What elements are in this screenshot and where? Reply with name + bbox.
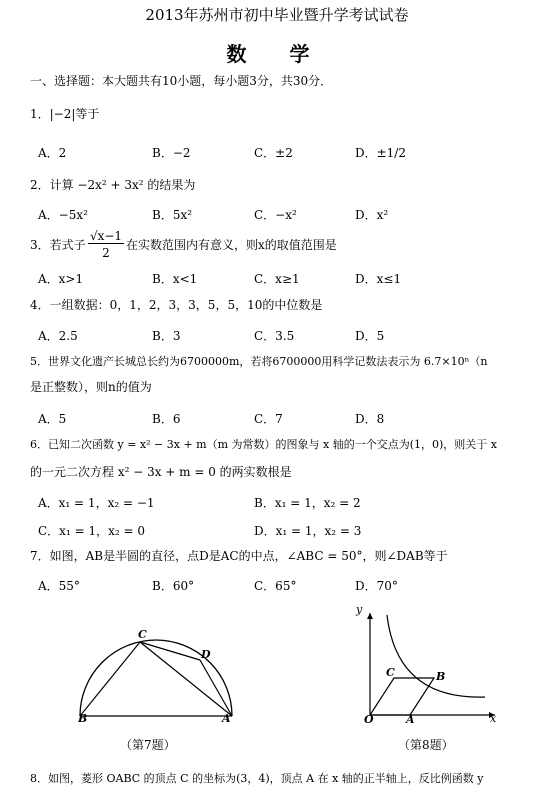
q6-option-d: D．x₁ = 1，x₂ = 3 <box>254 524 362 538</box>
fig7-label-d: D <box>201 648 211 661</box>
figure-8-graph <box>345 605 505 730</box>
q1-option-d: D．±1/2 <box>355 146 406 160</box>
figure-7-caption: （第7题） <box>120 738 176 752</box>
fig7-label-b: B <box>78 712 88 725</box>
q4-stem: 4．一组数据：0，1，2，3，3，5，5，10的中位数是 <box>30 298 323 312</box>
q6-option-c: C．x₁ = 1，x₂ = 0 <box>38 524 145 538</box>
q1-stem: 1．|−2|等于 <box>30 107 100 121</box>
q5-stem-line2: 是正整数），则n的值为 <box>30 380 152 394</box>
q1-option-b: B．−2 <box>152 146 191 160</box>
q3-fraction-num: √x−1 <box>89 229 123 243</box>
figure-8-caption: （第8题） <box>398 738 454 752</box>
fig8-label-c: C <box>386 666 395 679</box>
q4-option-c: C．3.5 <box>254 329 295 343</box>
q5-option-d: D．8 <box>355 412 385 426</box>
q2-option-d: D．x² <box>355 208 389 222</box>
q3-option-a: A．x>1 <box>38 272 84 286</box>
q7-option-b: B．60° <box>152 579 195 593</box>
q3-option-c: C．x≥1 <box>254 272 300 286</box>
q4-option-a: A．2.5 <box>38 329 78 343</box>
q5-option-a: A．5 <box>38 412 67 426</box>
q3-stem-post: 在实数范围内有意义，则x的取值范围是 <box>126 238 337 252</box>
q4-option-d: D．5 <box>355 329 385 343</box>
fig8-label-x: x <box>490 712 497 725</box>
q2-stem: 2．计算 −2x² + 3x² 的结果为 <box>30 178 196 192</box>
q6-stem-line2: 的一元二次方程 x² − 3x + m = 0 的两实数根是 <box>30 465 292 479</box>
exam-title: 2013年苏州市初中毕业暨升学考试试卷 <box>145 6 409 24</box>
q4-option-b: B．3 <box>152 329 181 343</box>
fig7-label-c: C <box>138 628 147 641</box>
q3-stem-pre: 3．若式子 <box>30 238 86 252</box>
q2-option-b: B．5x² <box>152 208 193 222</box>
q7-stem: 7．如图，AB是半圆的直径，点D是AC的中点，∠ABC = 50°，则∠DAB等于 <box>30 549 448 563</box>
q7-option-a: A．55° <box>38 579 80 593</box>
q2-option-a: A．−5x² <box>38 208 88 222</box>
q1-option-c: C．±2 <box>254 146 293 160</box>
fig8-label-y: y <box>356 603 363 616</box>
q8-stem: 8．如图，菱形 OABC 的顶点 C 的坐标为(3，4)，顶点 A 在 x 轴的正半轴上，反比例函数 y <box>30 772 484 785</box>
figure-7-semicircle <box>70 620 245 730</box>
section-heading: 一、选择题：本大题共有10小题，每小题3分，共30分． <box>30 74 333 88</box>
q5-stem-line1: 5．世界文化遗产长城总长约为6700000m，若将6700000用科学记数法表示为 6.7×10ⁿ（n <box>30 355 488 368</box>
fig8-label-a: A <box>406 713 415 726</box>
q7-option-c: C．65° <box>254 579 297 593</box>
q3-option-b: B．x<1 <box>152 272 198 286</box>
q2-option-c: C．−x² <box>254 208 297 222</box>
q6-option-b: B．x₁ = 1，x₂ = 2 <box>254 496 361 510</box>
q5-option-c: C．7 <box>254 412 283 426</box>
q7-option-d: D．70° <box>355 579 398 593</box>
q5-option-b: B．6 <box>152 412 181 426</box>
subject-title: 数 学 <box>226 42 328 66</box>
q1-option-a: A．2 <box>38 146 67 160</box>
fig8-label-b: B <box>436 670 446 683</box>
q6-option-a: A．x₁ = 1，x₂ = −1 <box>38 496 155 510</box>
q3-option-d: D．x≤1 <box>355 272 402 286</box>
q3-fraction-den: 2 <box>102 246 110 260</box>
fig7-label-a: A <box>222 712 231 725</box>
q6-stem-line1: 6．已知二次函数 y = x² − 3x + m（m 为常数）的图象与 x 轴的一个交点为(1，0)，则关于 x <box>30 438 497 451</box>
fig8-label-o: O <box>364 713 374 726</box>
